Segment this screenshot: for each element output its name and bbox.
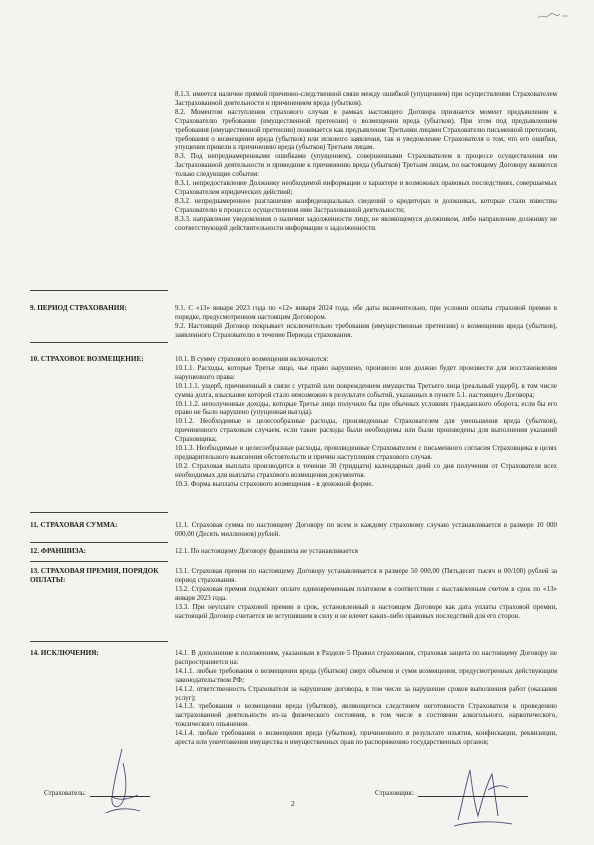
signature-line <box>90 796 150 797</box>
clause-paragraph: 8.2. Моментом наступления страхового случая в рамках настоящего Договора признается момент предъявления к Страхователю требования (имущественной претензии) о возмещении вреда (убытков). При этом под предъявлением требования (имущественной претензии) понимается как предъявление Третьими лицами Страхователю письменной претензии, требования о возмещении вреда (убытков) или искового заявления, так и уведомление Страхователя о том, что его ошибки, упущения привели к причинению вреда (убытков) Третьим лицам. <box>175 107 557 152</box>
insurer-label: Страхователь: <box>44 789 86 797</box>
insurer-signature-block <box>44 789 150 797</box>
clause-paragraph: 13.3. При неуплате страховой премии в срок, установленный в настоящем Договоре как дата уплаты страховой премии, настоящий Договор считается не вступившим в силу и не влечет каких-либо правовых последствий для его сторон. <box>175 602 557 620</box>
clause-paragraph: 14.1.3. требования о возмещении вреда (убытков), являющегося следствием неготовности Страхователя к проведению застрахованной деятельности из-за физического состояния, в том числе в состоянии алкогольного, наркотического, токсического опьянения. <box>175 702 557 729</box>
clause-paragraph: 14.1.2. ответственность Страхователя за нарушение договора, в том числе за нарушение сроков выполнения работ (оказания услуг); <box>175 684 557 702</box>
clause-8-continuation <box>175 90 557 233</box>
signature-line <box>418 796 528 797</box>
clause-paragraph: 8.3.1. непредоставление Должнику необходимой информации о характере и возможных правовых последствиях, совершаемых Страхователем юридических действий; <box>175 179 557 196</box>
clause-paragraph: 10.1. В сумму страхового возмещения включаются: <box>175 355 329 363</box>
clause-paragraph: 13.2. Страховая премия подлежит оплате единовременным платежом в соответствии с выставленным счетом в срок по «13» января 2023 года. <box>175 584 557 602</box>
section-body <box>175 304 557 340</box>
section-divider <box>30 512 168 513</box>
section-body <box>175 547 557 556</box>
section-title: 9. ПЕРИОД СТРАХОВАНИЯ: <box>30 304 127 312</box>
clause-paragraph: 14.1.4. любые требования о возмещении вреда (убытков), причиненного в результате изъятия, конфискации, реквизиции, ареста или уничтожения имущества и имущественных прав по распоряжению государственных органов; <box>175 729 557 747</box>
clause-paragraph: 11.1. Страховая сумма по настоящему Договору по всем и каждому страховому случаю устанавливается в размере 10 000 000,00 (Десять миллионов) рублей. <box>175 521 557 538</box>
section-body <box>175 521 557 539</box>
clause-paragraph: 10.1.2. Необходимые и целесообразные расходы, произведенные Страхователем для уменьшения вреда (убытков), причиненного страховым случаем, если такие расходы были необходимы или были произведены для выполнения указаний Страховщика; <box>175 417 557 444</box>
clause-paragraph: 10.2. Страховая выплата производится в течение 30 (тридцати) календарных дней со дня получения от Страхователя всех необходимых для выплаты страхового возмещения документов. <box>175 461 557 479</box>
clause-paragraph: 8.3.2. непреднамеренное разглашение конфиденциальных сведений о кредиторах и должниках, которые стали известны Страхователю в процессе осуществления ими Застрахованной деятельности; <box>175 196 557 214</box>
clause-paragraph: 9.1. С «13» января 2023 года по «12» января 2024 года, обе даты включительно, при условии оплаты страховой премии в порядке, предусмотренном настоящим Договором. <box>175 304 557 321</box>
clause-paragraph: 8.1.3. имеется наличие прямой причинно-следственной связи между ошибкой (упущением) при осуществлении Страхователем Застрахованной деятельности и причинением вреда (убытков). <box>175 90 557 107</box>
section-title: 10. СТРАХОВОЕ ВОЗМЕЩЕНИЕ: <box>30 355 144 363</box>
clause-paragraph: 12.1. По настоящему Договору франшиза не устанавливается <box>175 547 358 555</box>
clause-paragraph: 14.1. В дополнение к положениям, указанным в Разделе 5 Правил страхования, страховая защита по настоящему Договору не распространяется на: <box>175 649 557 666</box>
corner-handwriting-mark <box>536 10 570 22</box>
clause-paragraph: 10.1.1. Расходы, которые Третье лицо, чье право нарушено, произвело или должно будет произвести для восстановления нарушенного права: <box>175 363 557 381</box>
clause-paragraph: 8.3.3. направление уведомления о наличии задолженности лицу, не являющемуся должником, либо направление должнику не соответствующей действительности информации о задолженности. <box>175 214 557 232</box>
insurer-signature <box>92 745 152 820</box>
clause-paragraph: 10.1.1.1. ущерб, причиненный в связи с утратой или повреждением имущества Третьего лица (реальный ущерб), в том числе сумма долга, взыскание которой стало невозможно в результате событий, указанных в пункте 5.1. настоящего Договора; <box>175 381 557 399</box>
clause-paragraph: 14.1.1. любые требования о возмещении вреда (убытков) сверх объемов и сумм возмещения, предусмотренных действующим законодательством РФ; <box>175 666 557 684</box>
section-title: 12. ФРАНШИЗА: <box>30 547 87 555</box>
section-body <box>175 649 557 747</box>
insurance-company-signature-block <box>375 789 528 797</box>
clause-paragraph: 8.3. Под непреднамеренными ошибками (упущением), совершенными Страхователем в процессе осуществления им Застрахованной деятельности и приведшие к причинению вреда (убытков) Третьим лицам, по настоящему Договору являются только следующие события: <box>175 152 557 179</box>
page-number: 2 <box>291 799 295 808</box>
section-divider <box>30 342 168 343</box>
section-title: 13. СТРАХОВАЯ ПРЕМИЯ, ПОРЯДОК ОПЛАТЫ: <box>30 567 159 584</box>
insurance-company-label: Страховщик: <box>375 789 414 797</box>
section-title: 14. ИСКЛЮЧЕНИЯ: <box>30 649 99 657</box>
clause-paragraph: 10.1.3. Необходимые и целесообразные расходы, произведенные Страхователем с письменного согласия Страховщика в целях предварительного выяснения обстоятельств и причин наступления страхового случая. <box>175 444 557 461</box>
section-divider <box>30 561 168 562</box>
clause-paragraph: 9.2. Настоящий Договор покрывает исключительно требования (имущественные претензии) о возмещении вреда (убытков), заявленного Страхователю в течение Периода страхования. <box>175 321 557 339</box>
section-divider <box>30 290 168 291</box>
section-divider <box>30 542 168 543</box>
section-title: 11. СТРАХОВАЯ СУММА: <box>30 521 118 529</box>
clause-paragraph: 13.1. Страховая премия по настоящему Договору устанавливается в размере 50 000,00 (Пятьдесят тысяч и 00/100) рублей за период страхования. <box>175 567 557 584</box>
section-body <box>175 567 557 620</box>
section-body <box>175 355 557 489</box>
section-divider <box>30 641 168 642</box>
clause-paragraph: 10.1.1.2. неполученные доходы, которые Третье лицо получило бы при обычных условиях гражданского оборота, если бы его право не было нарушено (упущенная выгода). <box>175 399 557 417</box>
clause-paragraph: 10.3. Форма выплаты страхового возмещения - в денежной форме. <box>175 479 374 488</box>
